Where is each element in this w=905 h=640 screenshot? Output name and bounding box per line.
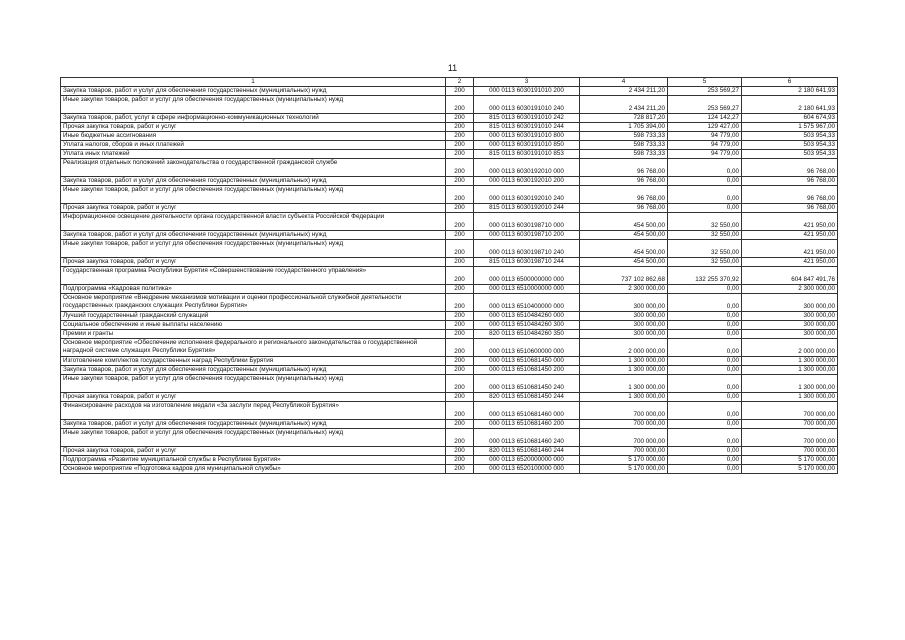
line-code-cell: 200 bbox=[446, 321, 474, 330]
table-row bbox=[61, 294, 838, 312]
unexecuted-amount-cell: 503 954,33 bbox=[742, 150, 838, 159]
budget-code-cell: 000 0113 6500000000 000 bbox=[474, 267, 580, 285]
table-row bbox=[61, 402, 838, 420]
executed-amount-cell: 0,00 bbox=[668, 402, 742, 420]
line-code-cell: 200 bbox=[446, 285, 474, 294]
row-name-cell: Иные закупки товаров, работ и услуг для обеспечения государственных (муниципальных) нужд bbox=[61, 429, 446, 447]
line-code-cell: 200 bbox=[446, 357, 474, 366]
executed-amount-cell: 0,00 bbox=[668, 312, 742, 321]
approved-amount-cell: 96 768,00 bbox=[580, 177, 668, 186]
line-code-cell: 200 bbox=[446, 420, 474, 429]
unexecuted-amount-cell: 1 300 000,00 bbox=[742, 375, 838, 393]
table-row bbox=[61, 258, 838, 267]
approved-amount-cell: 2 000 000,00 bbox=[580, 339, 668, 357]
row-name-cell: Финансирование расходов на изготовление медали «За заслуги перед Республикой Бурятия» bbox=[61, 402, 446, 420]
row-name-cell: Информационное освещение деятельности органа государственной власти субъекта Российской Федерации bbox=[61, 213, 446, 231]
table-row bbox=[61, 321, 838, 330]
line-code-cell: 200 bbox=[446, 177, 474, 186]
table-row bbox=[61, 150, 838, 159]
unexecuted-amount-cell: 2 300 000,00 bbox=[742, 285, 838, 294]
executed-amount-cell: 32 550,00 bbox=[668, 258, 742, 267]
executed-amount-cell: 32 550,00 bbox=[668, 240, 742, 258]
approved-amount-cell: 700 000,00 bbox=[580, 402, 668, 420]
budget-code-cell: 000 0113 6510484260 000 bbox=[474, 312, 580, 321]
row-name-cell: Реализация отдельных положений законодательства о государственной гражданской службе bbox=[61, 159, 446, 177]
row-name-cell: Государственная программа Республики Бурятия «Совершенствование государственного управления» bbox=[61, 267, 446, 285]
table-row bbox=[61, 447, 838, 456]
budget-code-cell: 000 0113 6030192010 240 bbox=[474, 186, 580, 204]
table-row bbox=[61, 159, 838, 177]
unexecuted-amount-cell: 1 575 967,00 bbox=[742, 123, 838, 132]
line-code-cell: 200 bbox=[446, 204, 474, 213]
approved-amount-cell: 454 500,00 bbox=[580, 231, 668, 240]
executed-amount-cell: 0,00 bbox=[668, 177, 742, 186]
executed-amount-cell: 0,00 bbox=[668, 357, 742, 366]
line-code-cell: 200 bbox=[446, 339, 474, 357]
executed-amount-cell: 0,00 bbox=[668, 294, 742, 312]
table-row bbox=[61, 285, 838, 294]
budget-code-cell: 000 0113 6030192010 000 bbox=[474, 159, 580, 177]
row-name-cell: Прочая закупка товаров, работ и услуг bbox=[61, 123, 446, 132]
unexecuted-amount-cell: 300 000,00 bbox=[742, 330, 838, 339]
unexecuted-amount-cell: 421 950,00 bbox=[742, 213, 838, 231]
budget-code-cell: 000 0113 6510681460 200 bbox=[474, 420, 580, 429]
table-row bbox=[61, 231, 838, 240]
line-code-cell: 200 bbox=[446, 294, 474, 312]
line-code-cell: 200 bbox=[446, 465, 474, 474]
budget-code-cell: 815 0113 6030192010 244 bbox=[474, 204, 580, 213]
table-row bbox=[61, 375, 838, 393]
table-row bbox=[61, 465, 838, 474]
budget-code-cell: 000 0113 6510600000 000 bbox=[474, 339, 580, 357]
table-row bbox=[61, 96, 838, 114]
executed-amount-cell: 0,00 bbox=[668, 321, 742, 330]
executed-amount-cell: 132 255 370,92 bbox=[668, 267, 742, 285]
executed-amount-cell: 94 779,00 bbox=[668, 150, 742, 159]
executed-amount-cell: 32 550,00 bbox=[668, 231, 742, 240]
budget-code-cell: 000 0113 6030191010 800 bbox=[474, 132, 580, 141]
approved-amount-cell: 2 434 211,20 bbox=[580, 96, 668, 114]
row-name-cell: Лучший государственный гражданский служащий bbox=[61, 312, 446, 321]
budget-code-cell: 000 0113 6030198710 240 bbox=[474, 240, 580, 258]
unexecuted-amount-cell: 5 170 000,00 bbox=[742, 456, 838, 465]
row-name-cell: Основное мероприятие «Обеспечение исполнения федерального и регионального законодательства о государственной наградной системе служащих Республики Бурятия» bbox=[61, 339, 446, 357]
unexecuted-amount-cell: 2 000 000,00 bbox=[742, 339, 838, 357]
line-code-cell: 200 bbox=[446, 123, 474, 132]
row-name-cell: Закупка товаров, работ и услуг для обеспечения государственных (муниципальных) нужд bbox=[61, 420, 446, 429]
unexecuted-amount-cell: 300 000,00 bbox=[742, 321, 838, 330]
table-row bbox=[61, 87, 838, 96]
executed-amount-cell: 253 569,27 bbox=[668, 87, 742, 96]
approved-amount-cell: 737 102 862,68 bbox=[580, 267, 668, 285]
budget-code-cell: 815 0113 6030191010 853 bbox=[474, 150, 580, 159]
unexecuted-amount-cell: 700 000,00 bbox=[742, 402, 838, 420]
table-row bbox=[61, 357, 838, 366]
row-name-cell: Закупка товаров, работ и услуг для обеспечения государственных (муниципальных) нужд bbox=[61, 177, 446, 186]
budget-code-cell: 000 0113 6030198710 000 bbox=[474, 213, 580, 231]
row-name-cell: Иные закупки товаров, работ и услуг для обеспечения государственных (муниципальных) нужд bbox=[61, 96, 446, 114]
approved-amount-cell: 598 733,33 bbox=[580, 141, 668, 150]
unexecuted-amount-cell: 421 950,00 bbox=[742, 240, 838, 258]
unexecuted-amount-cell: 503 954,33 bbox=[742, 132, 838, 141]
row-name-cell: Закупка товаров, работ и услуг для обеспечения государственных (муниципальных) нужд bbox=[61, 231, 446, 240]
budget-code-cell: 000 0113 6520000000 000 bbox=[474, 456, 580, 465]
table-row bbox=[61, 240, 838, 258]
budget-code-cell: 000 0113 6030191010 850 bbox=[474, 141, 580, 150]
executed-amount-cell: 253 569,27 bbox=[668, 96, 742, 114]
row-name-cell: Основное мероприятие «Внедрение механизмов мотивации и оценки профессиональной служебной деятельности государственных гражданских служащих Республики Бурятия» bbox=[61, 294, 446, 312]
line-code-cell: 200 bbox=[446, 186, 474, 204]
row-name-cell: Закупка товаров, работ и услуг для обеспечения государственных (муниципальных) нужд bbox=[61, 87, 446, 96]
line-code-cell: 200 bbox=[446, 141, 474, 150]
approved-amount-cell: 700 000,00 bbox=[580, 420, 668, 429]
budget-code-cell: 000 0113 6510681460 240 bbox=[474, 429, 580, 447]
table-row bbox=[61, 456, 838, 465]
row-name-cell: Иные закупки товаров, работ и услуг для обеспечения государственных (муниципальных) нужд bbox=[61, 375, 446, 393]
approved-amount-cell: 5 170 000,00 bbox=[580, 465, 668, 474]
budget-code-cell: 000 0113 6030192010 200 bbox=[474, 177, 580, 186]
executed-amount-cell: 0,00 bbox=[668, 159, 742, 177]
table-row bbox=[61, 393, 838, 402]
table-row bbox=[61, 141, 838, 150]
budget-code-cell: 820 0113 6510484260 350 bbox=[474, 330, 580, 339]
table-row bbox=[61, 312, 838, 321]
row-name-cell: Закупка товаров, работ и услуг для обеспечения государственных (муниципальных) нужд bbox=[61, 366, 446, 375]
approved-amount-cell: 728 817,20 bbox=[580, 114, 668, 123]
header-cell: 4 bbox=[580, 78, 668, 87]
executed-amount-cell: 0,00 bbox=[668, 420, 742, 429]
budget-code-cell: 815 0113 6030191010 244 bbox=[474, 123, 580, 132]
budget-code-cell: 815 0113 6030198710 244 bbox=[474, 258, 580, 267]
unexecuted-amount-cell: 1 300 000,00 bbox=[742, 366, 838, 375]
row-name-cell: Прочая закупка товаров, работ и услуг bbox=[61, 258, 446, 267]
budget-code-cell: 000 0113 6520100000 000 bbox=[474, 465, 580, 474]
line-code-cell: 200 bbox=[446, 150, 474, 159]
executed-amount-cell: 0,00 bbox=[668, 330, 742, 339]
executed-amount-cell: 0,00 bbox=[668, 447, 742, 456]
budget-code-cell: 000 0113 6510000000 000 bbox=[474, 285, 580, 294]
executed-amount-cell: 0,00 bbox=[668, 339, 742, 357]
budget-code-cell: 815 0113 6030191010 242 bbox=[474, 114, 580, 123]
unexecuted-amount-cell: 96 768,00 bbox=[742, 204, 838, 213]
approved-amount-cell: 1 300 000,00 bbox=[580, 366, 668, 375]
budget-code-cell: 820 0113 6510681460 244 bbox=[474, 447, 580, 456]
budget-code-cell: 000 0113 6510681450 000 bbox=[474, 357, 580, 366]
header-cell: 1 bbox=[61, 78, 446, 87]
approved-amount-cell: 300 000,00 bbox=[580, 321, 668, 330]
executed-amount-cell: 0,00 bbox=[668, 456, 742, 465]
row-name-cell: Премии и гранты bbox=[61, 330, 446, 339]
unexecuted-amount-cell: 96 768,00 bbox=[742, 159, 838, 177]
unexecuted-amount-cell: 503 954,33 bbox=[742, 141, 838, 150]
unexecuted-amount-cell: 421 950,00 bbox=[742, 258, 838, 267]
unexecuted-amount-cell: 96 768,00 bbox=[742, 186, 838, 204]
row-name-cell: Социальное обеспечение и иные выплаты населению bbox=[61, 321, 446, 330]
approved-amount-cell: 300 000,00 bbox=[580, 294, 668, 312]
table-row bbox=[61, 213, 838, 231]
table-row bbox=[61, 177, 838, 186]
approved-amount-cell: 300 000,00 bbox=[580, 330, 668, 339]
line-code-cell: 200 bbox=[446, 330, 474, 339]
line-code-cell: 200 bbox=[446, 312, 474, 321]
row-name-cell: Иные закупки товаров, работ и услуг для обеспечения государственных (муниципальных) нужд bbox=[61, 240, 446, 258]
line-code-cell: 200 bbox=[446, 402, 474, 420]
approved-amount-cell: 96 768,00 bbox=[580, 159, 668, 177]
unexecuted-amount-cell: 604 847 491,76 bbox=[742, 267, 838, 285]
line-code-cell: 200 bbox=[446, 240, 474, 258]
row-name-cell: Подпрограмма «Развитие муниципальной службы в Республике Бурятия» bbox=[61, 456, 446, 465]
budget-code-cell: 000 0113 6030198710 200 bbox=[474, 231, 580, 240]
unexecuted-amount-cell: 300 000,00 bbox=[742, 294, 838, 312]
budget-code-cell: 000 0113 6510681450 240 bbox=[474, 375, 580, 393]
unexecuted-amount-cell: 2 180 641,93 bbox=[742, 87, 838, 96]
row-name-cell: Иные закупки товаров, работ и услуг для обеспечения государственных (муниципальных) нужд bbox=[61, 186, 446, 204]
executed-amount-cell: 0,00 bbox=[668, 285, 742, 294]
table-row bbox=[61, 132, 838, 141]
approved-amount-cell: 1 300 000,00 bbox=[580, 375, 668, 393]
budget-code-cell: 000 0113 6030191010 200 bbox=[474, 87, 580, 96]
line-code-cell: 200 bbox=[446, 429, 474, 447]
approved-amount-cell: 700 000,00 bbox=[580, 447, 668, 456]
approved-amount-cell: 598 733,33 bbox=[580, 132, 668, 141]
table-row bbox=[61, 204, 838, 213]
line-code-cell: 200 bbox=[446, 159, 474, 177]
executed-amount-cell: 0,00 bbox=[668, 375, 742, 393]
approved-amount-cell: 1 705 394,00 bbox=[580, 123, 668, 132]
approved-amount-cell: 2 434 211,20 bbox=[580, 87, 668, 96]
unexecuted-amount-cell: 1 300 000,00 bbox=[742, 357, 838, 366]
unexecuted-amount-cell: 700 000,00 bbox=[742, 429, 838, 447]
budget-code-cell: 000 0113 6030191010 240 bbox=[474, 96, 580, 114]
table-row bbox=[61, 267, 838, 285]
executed-amount-cell: 124 142,27 bbox=[668, 114, 742, 123]
unexecuted-amount-cell: 700 000,00 bbox=[742, 420, 838, 429]
executed-amount-cell: 0,00 bbox=[668, 465, 742, 474]
row-name-cell: Прочая закупка товаров, работ и услуг bbox=[61, 447, 446, 456]
line-code-cell: 200 bbox=[446, 447, 474, 456]
executed-amount-cell: 129 427,00 bbox=[668, 123, 742, 132]
line-code-cell: 200 bbox=[446, 87, 474, 96]
line-code-cell: 200 bbox=[446, 375, 474, 393]
approved-amount-cell: 700 000,00 bbox=[580, 429, 668, 447]
table-row bbox=[61, 420, 838, 429]
budget-execution-table bbox=[60, 77, 838, 474]
line-code-cell: 200 bbox=[446, 114, 474, 123]
line-code-cell: 200 bbox=[446, 456, 474, 465]
row-name-cell: Основное мероприятие «Подготовка кадров для муниципальной службы» bbox=[61, 465, 446, 474]
unexecuted-amount-cell: 421 950,00 bbox=[742, 231, 838, 240]
budget-code-cell: 000 0113 6510681460 000 bbox=[474, 402, 580, 420]
line-code-cell: 200 bbox=[446, 393, 474, 402]
row-name-cell: Уплата иных платежей bbox=[61, 150, 446, 159]
approved-amount-cell: 96 768,00 bbox=[580, 186, 668, 204]
table-row bbox=[61, 429, 838, 447]
approved-amount-cell: 5 170 000,00 bbox=[580, 456, 668, 465]
line-code-cell: 200 bbox=[446, 366, 474, 375]
budget-code-cell: 820 0113 6510681450 244 bbox=[474, 393, 580, 402]
row-name-cell: Прочая закупка товаров, работ и услуг bbox=[61, 204, 446, 213]
approved-amount-cell: 598 733,33 bbox=[580, 150, 668, 159]
table-header-row bbox=[61, 78, 838, 87]
line-code-cell: 200 bbox=[446, 213, 474, 231]
header-cell: 2 bbox=[446, 78, 474, 87]
approved-amount-cell: 1 300 000,00 bbox=[580, 357, 668, 366]
line-code-cell: 200 bbox=[446, 231, 474, 240]
table-row bbox=[61, 339, 838, 357]
approved-amount-cell: 454 500,00 bbox=[580, 213, 668, 231]
executed-amount-cell: 0,00 bbox=[668, 204, 742, 213]
executed-amount-cell: 0,00 bbox=[668, 366, 742, 375]
line-code-cell: 200 bbox=[446, 258, 474, 267]
table-row bbox=[61, 114, 838, 123]
budget-code-cell: 000 0113 6510681450 200 bbox=[474, 366, 580, 375]
header-cell: 6 bbox=[742, 78, 838, 87]
header-cell: 3 bbox=[474, 78, 580, 87]
line-code-cell: 200 bbox=[446, 267, 474, 285]
executed-amount-cell: 94 779,00 bbox=[668, 141, 742, 150]
row-name-cell: Изготовление комплектов государственных наград Республики Бурятия bbox=[61, 357, 446, 366]
table-row bbox=[61, 366, 838, 375]
unexecuted-amount-cell: 700 000,00 bbox=[742, 447, 838, 456]
executed-amount-cell: 0,00 bbox=[668, 393, 742, 402]
unexecuted-amount-cell: 300 000,00 bbox=[742, 312, 838, 321]
executed-amount-cell: 94 779,00 bbox=[668, 132, 742, 141]
approved-amount-cell: 2 300 000,00 bbox=[580, 285, 668, 294]
executed-amount-cell: 0,00 bbox=[668, 429, 742, 447]
table-row bbox=[61, 330, 838, 339]
unexecuted-amount-cell: 2 180 641,93 bbox=[742, 96, 838, 114]
table-row bbox=[61, 123, 838, 132]
approved-amount-cell: 96 768,00 bbox=[580, 204, 668, 213]
table-row bbox=[61, 186, 838, 204]
approved-amount-cell: 1 300 000,00 bbox=[580, 393, 668, 402]
header-cell: 5 bbox=[668, 78, 742, 87]
unexecuted-amount-cell: 96 768,00 bbox=[742, 177, 838, 186]
row-name-cell: Закупка товаров, работ, услуг в сфере информационно-коммуникационных технологий bbox=[61, 114, 446, 123]
executed-amount-cell: 0,00 bbox=[668, 186, 742, 204]
page-number: 11 bbox=[447, 63, 458, 73]
row-name-cell: Подпрограмма «Кадровая политика» bbox=[61, 285, 446, 294]
row-name-cell: Иные бюджетные ассигнования bbox=[61, 132, 446, 141]
unexecuted-amount-cell: 1 300 000,00 bbox=[742, 393, 838, 402]
budget-code-cell: 000 0113 6510400000 000 bbox=[474, 294, 580, 312]
budget-code-cell: 000 0113 6510484260 300 bbox=[474, 321, 580, 330]
line-code-cell: 200 bbox=[446, 96, 474, 114]
row-name-cell: Прочая закупка товаров, работ и услуг bbox=[61, 393, 446, 402]
row-name-cell: Уплата налогов, сборов и иных платежей bbox=[61, 141, 446, 150]
unexecuted-amount-cell: 5 170 000,00 bbox=[742, 465, 838, 474]
approved-amount-cell: 454 500,00 bbox=[580, 258, 668, 267]
approved-amount-cell: 300 000,00 bbox=[580, 312, 668, 321]
approved-amount-cell: 454 500,00 bbox=[580, 240, 668, 258]
unexecuted-amount-cell: 604 674,93 bbox=[742, 114, 838, 123]
executed-amount-cell: 32 550,00 bbox=[668, 213, 742, 231]
line-code-cell: 200 bbox=[446, 132, 474, 141]
